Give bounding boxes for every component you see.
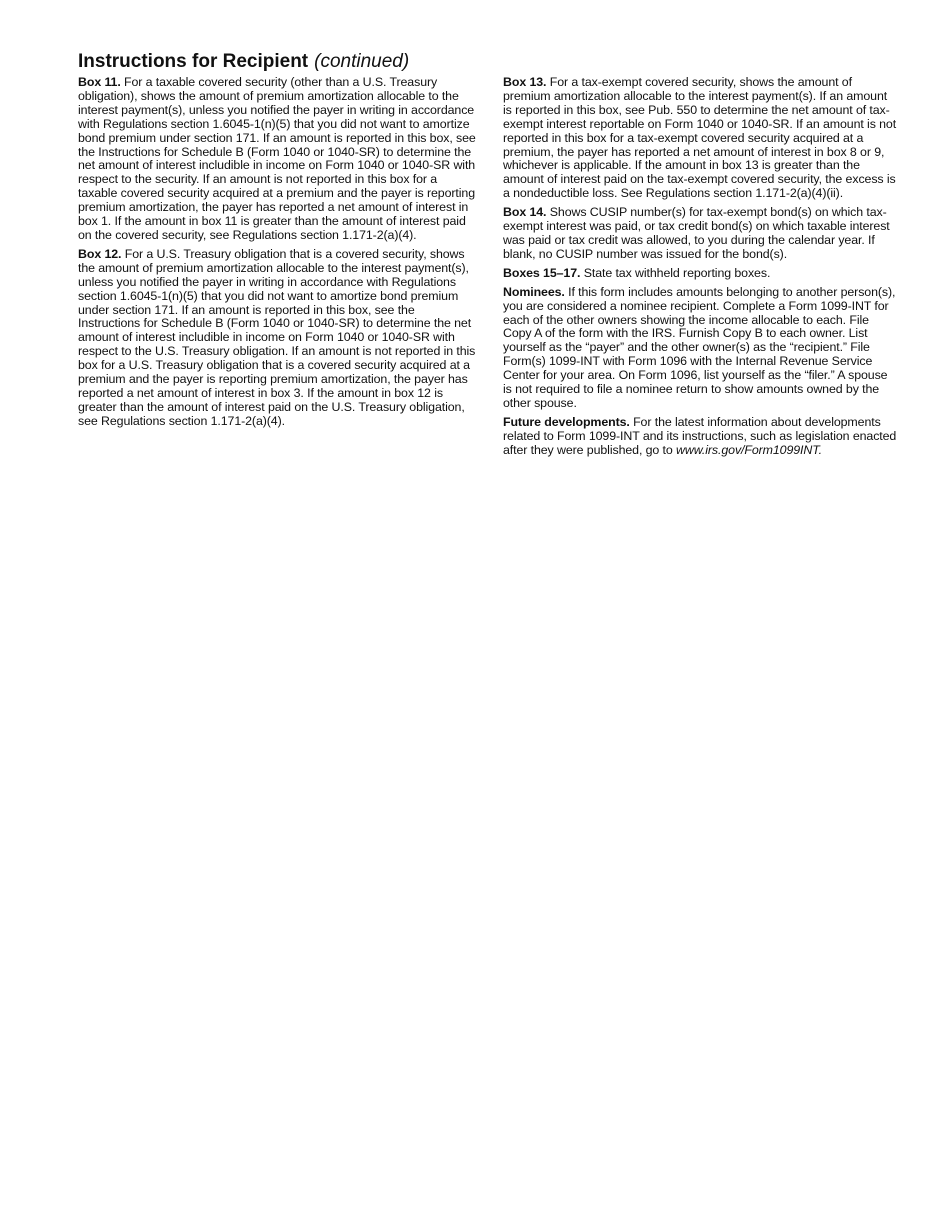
future-developments-text: For the latest information about developments related to Form 1099-INT and its instructions, such as legislation enacted after they were published, go to: [503, 414, 897, 457]
right-column: [503, 76, 899, 463]
box-11-heading: Box 11.: [78, 75, 121, 89]
boxes-15-17-text: State tax withheld reporting boxes.: [583, 265, 771, 280]
box-13-heading: Box 13.: [503, 75, 547, 89]
nominees-heading: Nominees.: [503, 284, 565, 299]
box-13-text: For a tax-exempt covered security, shows the amount of premium amortization allocable to the interest payment(s). If an amount is reported in this box, see Pub. 550 to determine the net amount of tax-exempt interest reportable on Form 1040 or 1040-SR. If an amount is not reported in this box for a tax-exempt covered security acquired at a premium, the payer has reported a net amount of interest in box 8 or 9, whichever is applicable. If the amount in box 13 is greater than the amount of interest paid on the tax-exempt covered security, the excess is a nondeductible loss. See Regulations section 1.171-2(a)(4)(ii).: [503, 75, 897, 201]
nominees-paragraph: [503, 286, 899, 411]
page-title-text: Instructions for Recipient: [78, 51, 309, 72]
box-12-heading: Box 12.: [78, 246, 122, 261]
box-14-paragraph: [503, 206, 899, 262]
future-developments-paragraph: [503, 416, 899, 458]
continued-label: (continued): [314, 51, 410, 72]
box-14-heading: Box 14.: [503, 205, 547, 220]
left-column: [78, 76, 476, 434]
nominees-text: If this form includes amounts belonging to another person(s), you are considered a nominee recipient. Complete a Form 1099-INT for each of the other owners showing the income allocable to each. File Copy A of the form with the IRS. Furnish Copy B to each owner. List yourself as the “payer” and the other owner(s) as the “recipient.” File Form(s) 1099-INT with Form 1096 with the Internal Revenue Service Center for your area. On Form 1096, list yourself as the “filer.” A spouse is not required to file a nominee return to show amounts owned by the other spouse.: [503, 284, 896, 410]
future-developments-heading: Future developments.: [503, 414, 630, 429]
page-title: [78, 50, 409, 74]
box-12-text: For a U.S. Treasury obligation that is a covered security, shows the amount of premium amortization allocable to the interest payment(s), unless you notified the payer in writing in accordance with Regulations section 1.6045-1(n)(5) that you did not want to amortize bond premium under section 171. If an amount is reported in this box, see the Instructions for Schedule B (Form 1040 or 1040-SR) to determine the net amount of interest includible in income on Form 1040 or 1040-SR with respect to the U.S. Treasury obligation. If an amount is not reported in this box for a U.S. Treasury obligation that is a covered security acquired at a premium and the payer is reporting premium amortization, the payer has reported a net amount of interest in box 3. If the amount in box 12 is greater than the amount of interest paid on the U.S. Treasury obligation, see Regulations section 1.171-2(a)(4).: [78, 246, 476, 428]
boxes-15-17-heading: Boxes 15–17.: [503, 265, 581, 280]
box-12-paragraph: [78, 248, 476, 429]
box-11-paragraph: [78, 76, 476, 243]
irs-form-1099int-link[interactable]: www.irs.gov/Form1099INT.: [676, 442, 822, 457]
box-11-text: For a taxable covered security (other than a U.S. Treasury obligation), shows the amount of premium amortization allocable to the interest payment(s), unless you notified the payer in writing in accordance with Regulations section 1.6045-1(n)(5) that you did not want to amortize bond premium under section 171. If an amount is reported in this box, see the Instructions for Schedule B (Form 1040 or 1040-SR) to determine the net amount of interest includible in income on Form 1040 or 1040-SR with respect to the security. If an amount is not reported in this box for a taxable covered security acquired at a premium and the payer is reporting premium amortization, the payer has reported a net amount of interest in box 1. If the amount in box 11 is greater than the amount of interest paid on the covered security, see Regulations section 1.171-2(a)(4).: [78, 75, 476, 242]
boxes-15-17-paragraph: [503, 267, 899, 281]
box-14-text: Shows CUSIP number(s) for tax-exempt bond(s) on which tax-exempt interest was paid, or tax credit bond(s) on which taxable interest was paid or tax credit was allowed, to you during the calendar year. If blank, no CUSIP number was issued for the bond(s).: [503, 205, 890, 261]
box-13-paragraph: [503, 76, 899, 201]
